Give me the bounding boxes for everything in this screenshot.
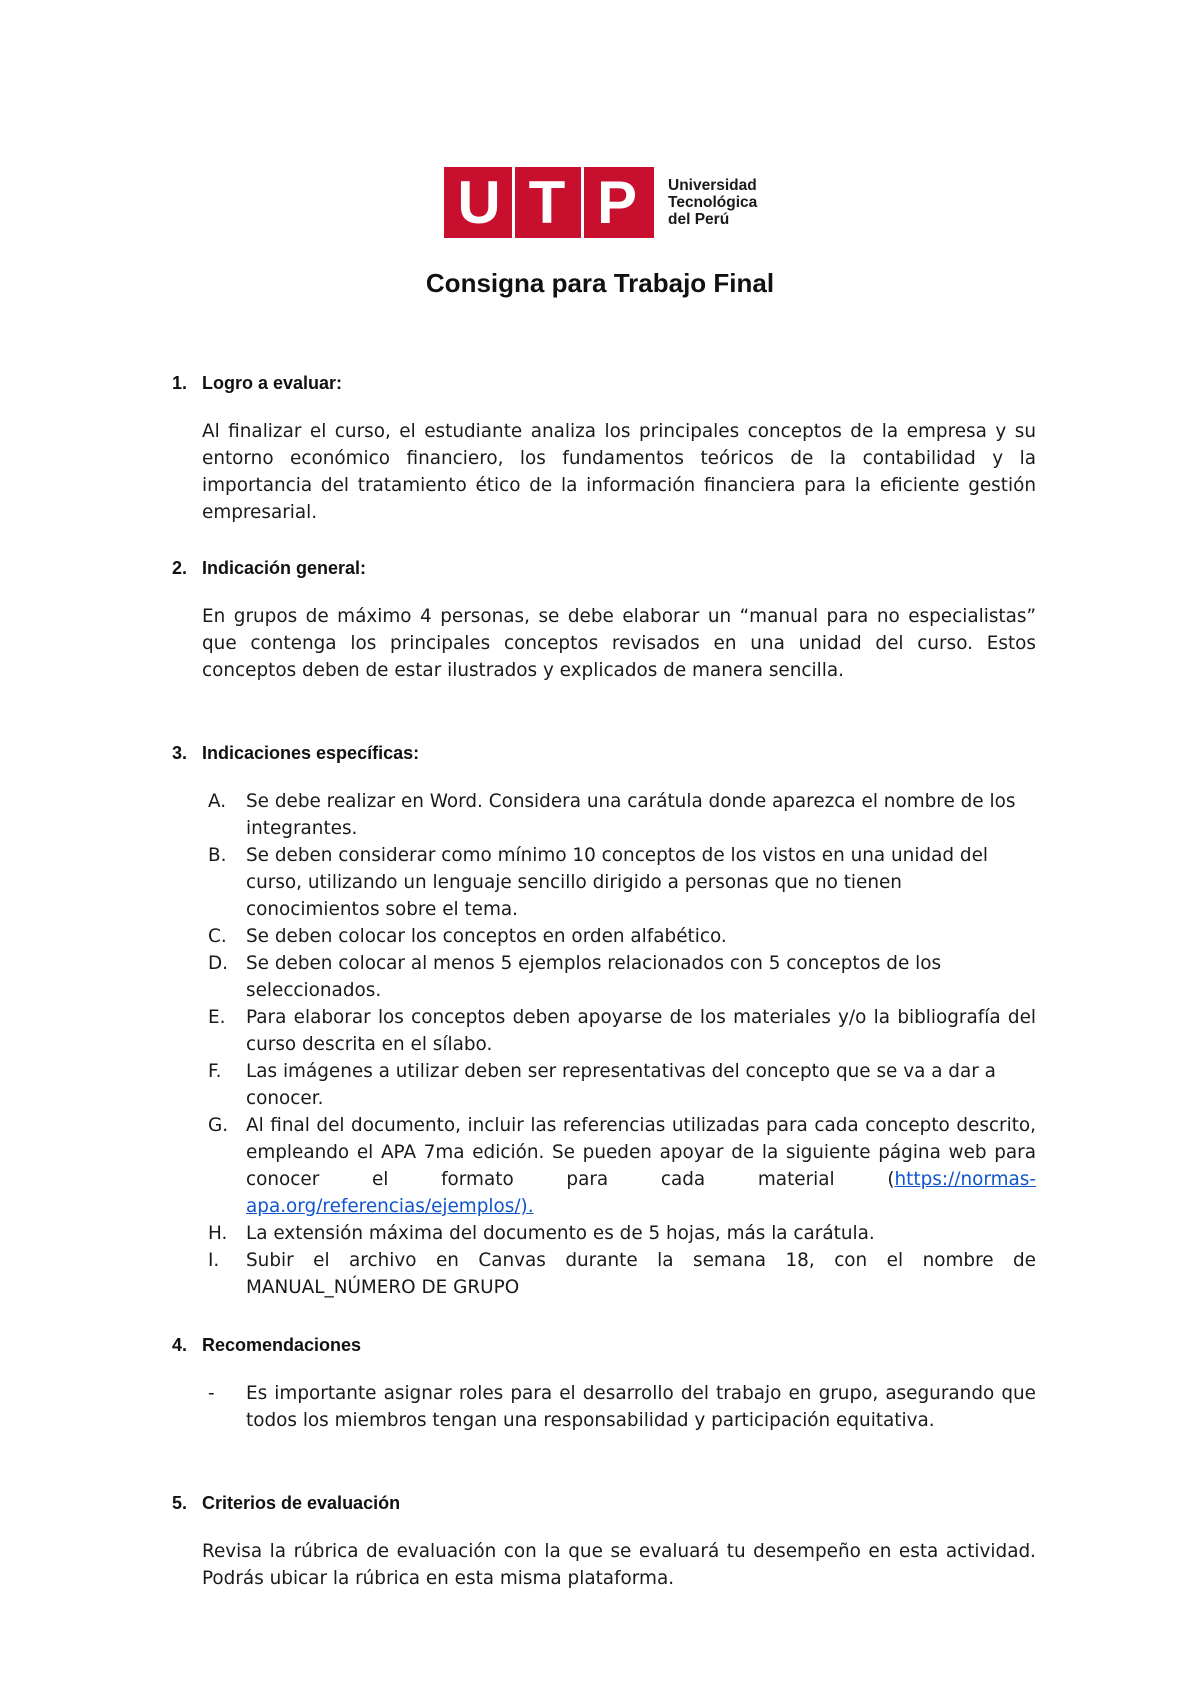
list-item-text: La extensión máxima del documento es de 5 hojas, más la carátula. [246,1223,875,1244]
list-item-text [246,1112,1036,1220]
list-item [202,923,1036,950]
section-number: 3. [172,743,188,763]
list-item [202,1112,1036,1220]
logo-wordmark [668,177,757,228]
utp-logo [444,167,757,238]
section-1-text: Al finalizar el curso, el estudiante analiza los principales conceptos de la empresa y su entorno económico financiero, los fundamentos teóricos de la contabilidad y la importancia del tratamiento ético de la información financiera para la eficiente gestión empresarial. [202,421,1036,523]
list-item [202,1058,1036,1112]
list-item-text: Se deben considerar como mínimo 10 conceptos de los vistos en una unidad del curso, utilizando un lenguaje sencillo dirigido a personas que no tienen conocimientos sobre el tema. [246,845,988,920]
list-item-text: Para elaborar los conceptos deben apoyarse de los materiales y/o la bibliografía del curso descrita en el sílabo. [246,1007,1036,1055]
section-title: Indicaciones específicas: [202,743,420,763]
section-title: Logro a evaluar: [202,373,343,393]
list-marker: H. [208,1223,228,1244]
list-item [202,1247,1036,1301]
section-title: Criterios de evaluación [202,1493,401,1513]
list-marker: B. [208,845,227,866]
list-marker: E. [208,1007,226,1028]
list-marker: - [208,1383,215,1404]
logo-line-3: del Perú [668,211,730,228]
page-title: Consigna para Trabajo Final [425,268,775,298]
specific-indications-list [202,788,1036,1301]
list-marker: F. [208,1061,222,1082]
normas-apa-link[interactable]: https://normas-apa.org/referencias/ejemplos/). [246,1169,1036,1217]
utp-logo-mark [444,167,654,238]
logo-letter-p: P [596,169,638,236]
list-item-text: Se debe realizar en Word. Considera una carátula donde aparezca el nombre de los integrantes. [246,791,1016,839]
section-5-text: Revisa la rúbrica de evaluación con la que se evaluará tu desempeño en esta actividad. Podrás ubicar la rúbrica en esta misma plataforma. [202,1541,1036,1589]
list-item-text: Se deben colocar al menos 5 ejemplos relacionados con 5 conceptos de los seleccionados. [246,953,942,1001]
list-item-text: Las imágenes a utilizar deben ser representativas del concepto que se va a dar a conocer. [246,1061,996,1109]
logo-divider [512,167,515,238]
section-heading-2 [172,557,366,579]
section-number: 2. [172,558,188,578]
logo-divider [581,167,584,238]
list-marker: I. [208,1250,220,1271]
list-item [202,788,1036,842]
section-title: Indicación general: [202,558,367,578]
section-heading-3 [172,742,419,764]
section-heading-4 [172,1334,361,1356]
logo-letter-u: U [457,169,501,236]
section-number: 4. [172,1335,188,1355]
recommendation-text: Es importante asignar roles para el desarrollo del trabajo en grupo, asegurando que todos los miembros tengan una responsabilidad y participación equitativa. [246,1383,1036,1431]
logo-line-2: Tecnológica [668,194,758,211]
list-item [202,842,1036,923]
section-number: 5. [172,1493,188,1513]
list-marker: A. [208,791,227,812]
section-heading-5 [172,1492,400,1514]
section-2-text: En grupos de máximo 4 personas, se debe elaborar un “manual para no especialistas” que contenga los principales conceptos revisados en una unidad del curso. Estos conceptos deben de estar ilustrados y explicados de manera sencilla. [202,606,1036,681]
list-marker: C. [208,926,227,947]
section-title: Recomendaciones [202,1335,362,1355]
section-number: 1. [172,373,188,393]
list-item [202,950,1036,1004]
list-item [202,1220,1036,1247]
list-marker: G. [208,1115,229,1136]
section-heading-1 [172,372,342,394]
list-item-text-part: Al final del documento, incluir las referencias utilizadas para cada concepto descrito, empleando el APA 7ma edición. Se pueden apoyar de la siguiente página web para conocer el formato para cada material ( [246,1115,1036,1190]
recommendation-item [202,1380,1036,1434]
list-item [202,1004,1036,1058]
list-marker: D. [208,953,229,974]
logo-line-1: Universidad [668,177,757,194]
list-item-text: Subir el archivo en Canvas durante la semana 18, con el nombre de MANUAL_NÚMERO DE GRUPO [246,1250,1036,1298]
list-item-text: Se deben colocar los conceptos en orden alfabético. [246,926,727,947]
logo-letter-t: T [528,169,566,236]
